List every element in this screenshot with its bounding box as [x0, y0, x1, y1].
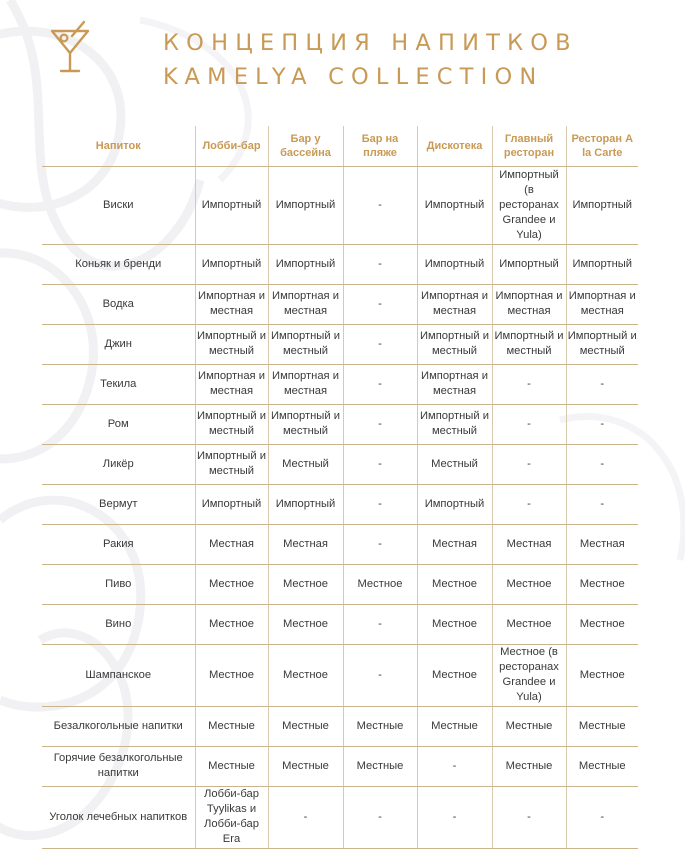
table-cell: Местные [343, 746, 417, 786]
table-row [42, 484, 638, 524]
table-cell: Местные [268, 746, 343, 786]
table-cell: - [566, 484, 638, 524]
drink-name-cell: Ликёр [42, 444, 195, 484]
table-cell: - [343, 786, 417, 848]
martini-glass-icon [48, 18, 92, 76]
table-cell: Импортный [566, 166, 638, 244]
table-cell: - [343, 166, 417, 244]
table-cell: - [343, 604, 417, 644]
table-cell: Импортный [417, 484, 492, 524]
table-cell: Местная [268, 524, 343, 564]
table-cell: - [566, 404, 638, 444]
title-line-2: KAMELYA COLLECTION [163, 64, 544, 90]
table-cell: Импортный и местный [195, 324, 268, 364]
table-cell: Импортная и местная [268, 364, 343, 404]
table-cell: - [343, 324, 417, 364]
column-header: Напиток [42, 126, 195, 166]
table-cell: Местное [268, 644, 343, 706]
table-row [42, 746, 638, 786]
table-cell: Импортный и местный [268, 404, 343, 444]
table-cell: Местная [492, 524, 566, 564]
table-row [42, 284, 638, 324]
table-cell: Импортный [268, 166, 343, 244]
drink-name-cell: Горячие безалкогольные напитки [42, 746, 195, 786]
table-row [42, 364, 638, 404]
table-row [42, 564, 638, 604]
table-header-row [42, 126, 638, 166]
column-header: Бар на пляже [343, 126, 417, 166]
column-header: Главный ресторан [492, 126, 566, 166]
table-cell: - [492, 786, 566, 848]
table-cell: Импортный и местный [195, 444, 268, 484]
drink-name-cell: Пиво [42, 564, 195, 604]
table-cell: Местные [566, 706, 638, 746]
table-cell: Местные [268, 706, 343, 746]
table-cell: - [492, 404, 566, 444]
table-cell: Лобби-бар Tyylikas и Лобби-бар Era [195, 786, 268, 848]
table-cell: Местные [566, 746, 638, 786]
title-line-1: КОНЦЕПЦИЯ НАПИТКОВ [163, 30, 578, 56]
table-row [42, 644, 638, 706]
table-cell: Местное (в ресторанах Grandee и Yula) [492, 644, 566, 706]
table-cell: Импортный [195, 244, 268, 284]
table-cell: - [566, 786, 638, 848]
table-cell: Местные [492, 746, 566, 786]
drink-name-cell: Коньяк и бренди [42, 244, 195, 284]
table-cell: Местная [195, 524, 268, 564]
table-cell: Местное [195, 564, 268, 604]
table-cell: Импортная и местная [417, 284, 492, 324]
table-cell: Местное [492, 604, 566, 644]
table-cell: - [417, 746, 492, 786]
table-cell: Местное [195, 644, 268, 706]
table-row [42, 604, 638, 644]
table-row [42, 524, 638, 564]
table-row [42, 786, 638, 848]
table-row [42, 444, 638, 484]
table-cell: Импортный [417, 166, 492, 244]
table-cell: - [343, 404, 417, 444]
table-cell: Импортный [417, 244, 492, 284]
table-cell: Импортный [195, 166, 268, 244]
table-cell: Местное [417, 564, 492, 604]
table-cell: Местное [417, 604, 492, 644]
table-cell: - [417, 786, 492, 848]
drink-name-cell: Виски [42, 166, 195, 244]
drink-name-cell: Шампанское [42, 644, 195, 706]
table-cell: Местное [268, 604, 343, 644]
table-cell: Импортный [268, 244, 343, 284]
column-header: Дискотека [417, 126, 492, 166]
table-cell: Местное [417, 644, 492, 706]
table-cell: - [566, 364, 638, 404]
table-cell: Импортная и местная [417, 364, 492, 404]
table-cell: Местный [268, 444, 343, 484]
table-cell: Импортный и местный [417, 404, 492, 444]
table-cell: - [343, 364, 417, 404]
table-cell: Импортный и местный [195, 404, 268, 444]
table-cell: - [268, 786, 343, 848]
table-cell: Местная [566, 524, 638, 564]
drink-name-cell: Уголок лечебных напитков [42, 786, 195, 848]
table-cell: Местное [566, 564, 638, 604]
table-cell: Местное [343, 564, 417, 604]
table-cell: Местное [268, 564, 343, 604]
table-cell: - [566, 444, 638, 484]
drink-name-cell: Ром [42, 404, 195, 444]
drink-name-cell: Вермут [42, 484, 195, 524]
table-cell: Импортная и местная [195, 284, 268, 324]
table-cell: Импортный и местный [566, 324, 638, 364]
drink-name-cell: Водка [42, 284, 195, 324]
table-cell: Местный [417, 444, 492, 484]
table-cell: - [343, 484, 417, 524]
table-cell: Местные [195, 746, 268, 786]
column-header: Ресторан A la Carte [566, 126, 638, 166]
table-cell: Местные [343, 706, 417, 746]
table-cell: Местное [492, 564, 566, 604]
table-cell: Местное [566, 604, 638, 644]
table-cell: - [343, 644, 417, 706]
drink-name-cell: Безалкогольные напитки [42, 706, 195, 746]
table-cell: - [343, 444, 417, 484]
drink-name-cell: Ракия [42, 524, 195, 564]
table-cell: Импортный и местный [268, 324, 343, 364]
table-cell: Импортный и местный [492, 324, 566, 364]
table-cell: Местные [417, 706, 492, 746]
table-cell: Местные [195, 706, 268, 746]
table-cell: Импортный и местный [417, 324, 492, 364]
table-cell: Импортный [195, 484, 268, 524]
column-header: Лобби-бар [195, 126, 268, 166]
table-row [42, 166, 638, 244]
table-cell: Местное [566, 644, 638, 706]
table-cell: Импортная и местная [195, 364, 268, 404]
table-cell: Импортная и местная [268, 284, 343, 324]
drink-name-cell: Вино [42, 604, 195, 644]
table-row [42, 324, 638, 364]
table-cell: Импортная и местная [492, 284, 566, 324]
table-row [42, 244, 638, 284]
table-cell: Импортный [268, 484, 343, 524]
table-cell: Импортный [566, 244, 638, 284]
table-cell: Местное [195, 604, 268, 644]
column-header: Бар у бассейна [268, 126, 343, 166]
drinks-table [42, 126, 638, 849]
table-row [42, 404, 638, 444]
drink-name-cell: Текила [42, 364, 195, 404]
table-cell: - [343, 284, 417, 324]
table-cell: - [492, 484, 566, 524]
table-cell: Импортный (в ресторанах Grandee и Yula) [492, 166, 566, 244]
table-cell: Местная [417, 524, 492, 564]
table-cell: Местные [492, 706, 566, 746]
table-cell: - [343, 244, 417, 284]
drink-name-cell: Джин [42, 324, 195, 364]
table-cell: Импортная и местная [566, 284, 638, 324]
table-cell: - [492, 364, 566, 404]
table-row [42, 706, 638, 746]
table-cell: Импортный [492, 244, 566, 284]
table-cell: - [343, 524, 417, 564]
table-cell: - [492, 444, 566, 484]
page-title [163, 26, 578, 94]
